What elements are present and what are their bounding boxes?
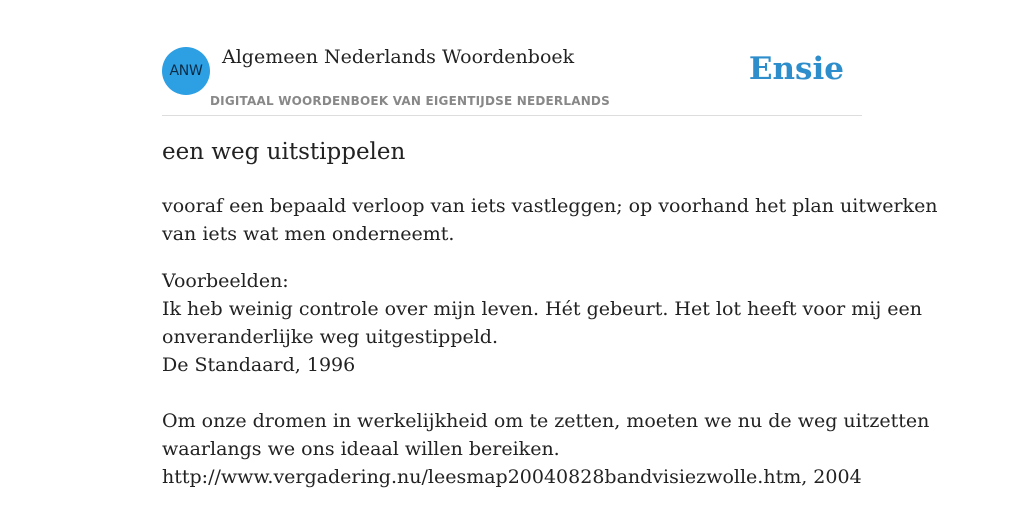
example-spacer (162, 379, 862, 407)
anw-logo[interactable] (162, 47, 210, 95)
entry-definition (162, 192, 938, 248)
entry-term: een weg uitstippelen (162, 139, 406, 165)
header-divider (162, 115, 862, 116)
example-text-line: waarlangs we ons ideaal willen bereiken. (162, 438, 560, 460)
logo-text: ANW (169, 63, 203, 79)
dictionary-subtitle: DIGITAAL WOORDENBOEK VAN EIGENTIJDSE NEDERLANDS (210, 94, 610, 108)
example-text-line: onveranderlijke weg uitgestippeld. (162, 326, 499, 348)
example-source: http://www.vergadering.nu/leesmap20040828bandvisiezwolle.htm, 2004 (162, 466, 862, 488)
definition-line: van iets wat men onderneemt. (162, 223, 455, 245)
ensie-brand-logo[interactable]: Ensie (748, 51, 844, 87)
dictionary-title[interactable]: Algemeen Nederlands Woordenboek (222, 46, 575, 68)
examples-label: Voorbeelden: (162, 270, 289, 292)
example-text-line: Om onze dromen in werkelijkheid om te zetten, moeten we nu de weg uitzetten (162, 410, 930, 432)
examples-section (162, 267, 930, 491)
definition-line: vooraf een bepaald verloop van iets vastleggen; op voorhand het plan uitwerken (162, 195, 938, 217)
entry-page (162, 0, 938, 512)
example-source: De Standaard, 1996 (162, 354, 356, 376)
example-text-line: Ik heb weinig controle over mijn leven. Hét gebeurt. Het lot heeft voor mij een (162, 298, 923, 320)
